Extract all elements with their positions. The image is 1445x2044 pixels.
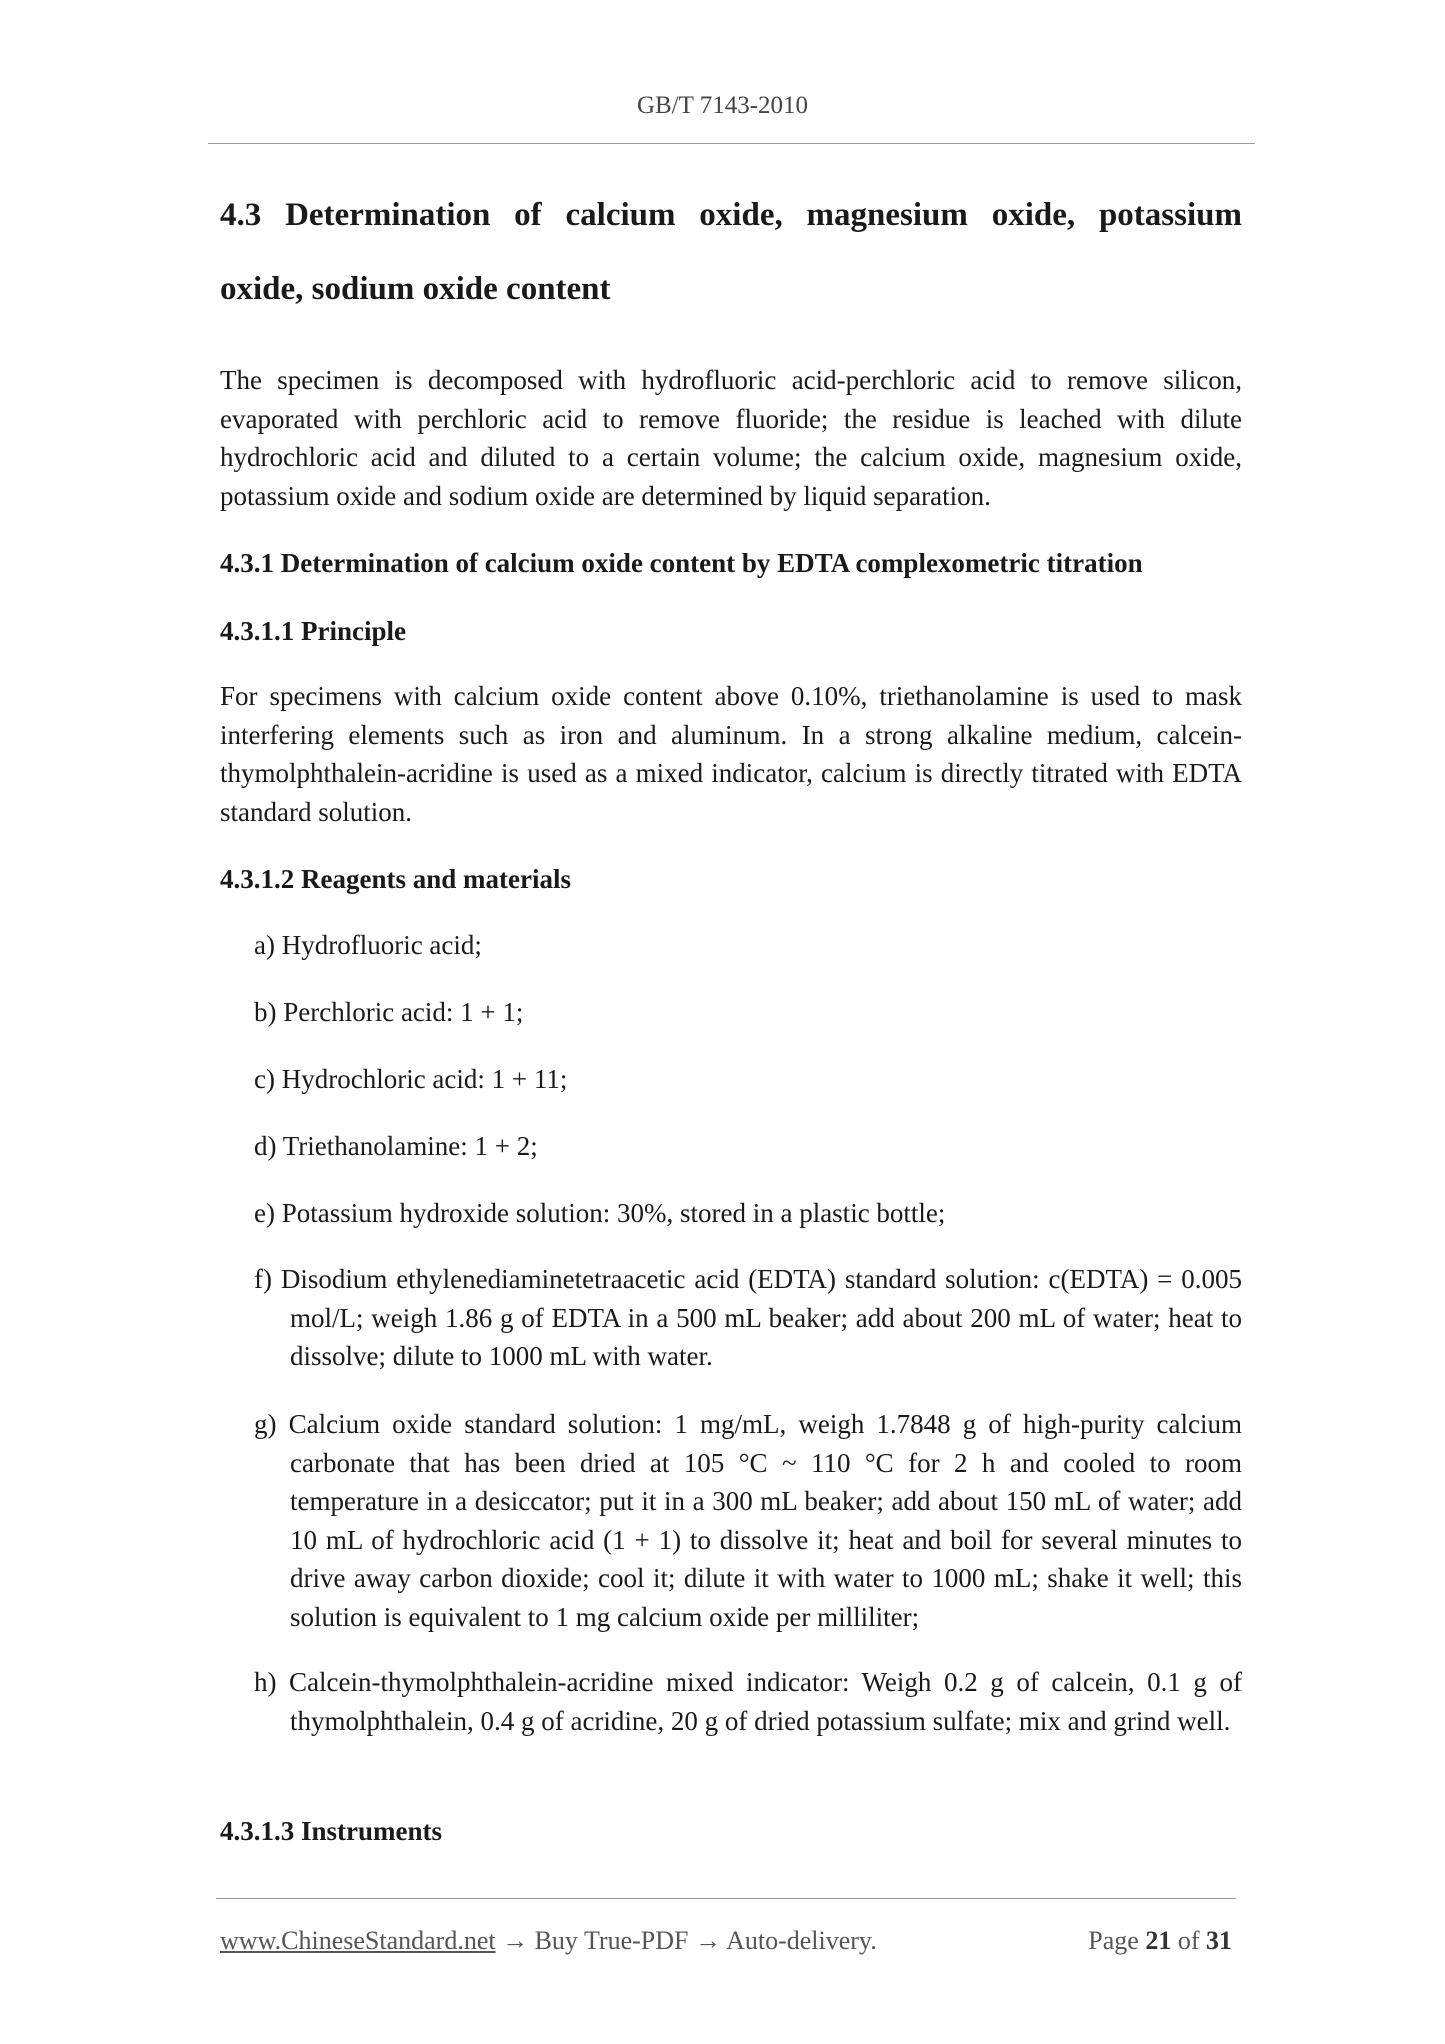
section-title bbox=[220, 178, 1242, 326]
page-current: 21 bbox=[1145, 1926, 1172, 1955]
reagent-item: d) Triethanolamine: 1 + 2; bbox=[254, 1131, 538, 1161]
page-number bbox=[1088, 1926, 1232, 1956]
page-total: 31 bbox=[1206, 1926, 1232, 1955]
reagent-item: f) Disodium ethylenediaminetetraacetic acid (EDTA) standard solution: c(EDTA) = 0.005 mol/L; weigh 1.86 g of EDTA in a 500 mL beaker; add about 200 mL of water; heat to dissolve; dilute to 1000 mL with water. bbox=[254, 1264, 1242, 1371]
delivery-text: Auto-delivery. bbox=[726, 1926, 877, 1955]
site-link[interactable]: www.ChineseStandard.net bbox=[220, 1926, 496, 1955]
reagent-item: g) Calcium oxide standard solution: 1 mg/mL, weigh 1.7848 g of high-purity calcium carbonate that has been dried at 105 °C ~ 110 °C for 2 h and cooled to room temperature in a desiccator; put it in a 300 mL beaker; add about 150 mL of water; add 10 mL of hydrochloric acid (1 + 1) to dissolve it; heat and boil for several minutes to drive away carbon dioxide; cool it; dilute it with water to 1000 mL; shake it well; this solution is equivalent to 1 mg calcium oxide per milliliter; bbox=[254, 1409, 1242, 1632]
intro-paragraph: The specimen is decomposed with hydrofluoric acid-perchloric acid to remove silicon, evaporated with perchloric acid to remove fluoride; the residue is leached with dilute hydrochloric acid and diluted to a certain volume; the calcium oxide, magnesium oxide, potassium oxide and sodium oxide are determined by liquid separation. bbox=[220, 365, 1242, 511]
header-divider bbox=[208, 143, 1255, 144]
page-of: of bbox=[1177, 1926, 1200, 1955]
reagent-item: c) Hydrochloric acid: 1 + 11; bbox=[254, 1064, 568, 1094]
principle-heading: 4.3.1.1 Principle bbox=[220, 616, 406, 646]
page-label: Page bbox=[1088, 1926, 1139, 1955]
footer-promo bbox=[220, 1926, 877, 1956]
principle-paragraph: For specimens with calcium oxide content above 0.10%, triethanolamine is used to mask interfering elements such as iron and aluminum. In a strong alkaline medium, calcein-thymolphthalein-acridine is used as a mixed indicator, calcium is directly titrated with EDTA standard solution. bbox=[220, 681, 1242, 827]
section-title-line-1: 4.3 Determination of calcium oxide, magnesium oxide, potassium bbox=[220, 197, 1242, 233]
running-header: GB/T 7143-2010 bbox=[636, 92, 809, 119]
arrow-right-icon: → bbox=[695, 1926, 721, 1955]
reagent-item: a) Hydrofluoric acid; bbox=[254, 930, 482, 960]
subsection-heading: 4.3.1 Determination of calcium oxide content by EDTA complexometric titration bbox=[220, 548, 1143, 578]
section-title-line-2: oxide, sodium oxide content bbox=[220, 271, 611, 307]
footer-divider bbox=[216, 1898, 1236, 1899]
reagents-heading: 4.3.1.2 Reagents and materials bbox=[220, 864, 571, 894]
arrow-right-icon: → bbox=[502, 1926, 529, 1955]
reagent-item: h) Calcein-thymolphthalein-acridine mixed indicator: Weigh 0.2 g of calcein, 0.1 g of thymolphthalein, 0.4 g of acridine, 20 g of dried potassium sulfate; mix and grind well. bbox=[254, 1667, 1242, 1736]
reagent-item: b) Perchloric acid: 1 + 1; bbox=[254, 997, 524, 1027]
instruments-heading: 4.3.1.3 Instruments bbox=[220, 1816, 443, 1846]
reagent-item: e) Potassium hydroxide solution: 30%, stored in a plastic bottle; bbox=[254, 1198, 946, 1228]
buy-text: Buy True-PDF bbox=[534, 1926, 689, 1955]
